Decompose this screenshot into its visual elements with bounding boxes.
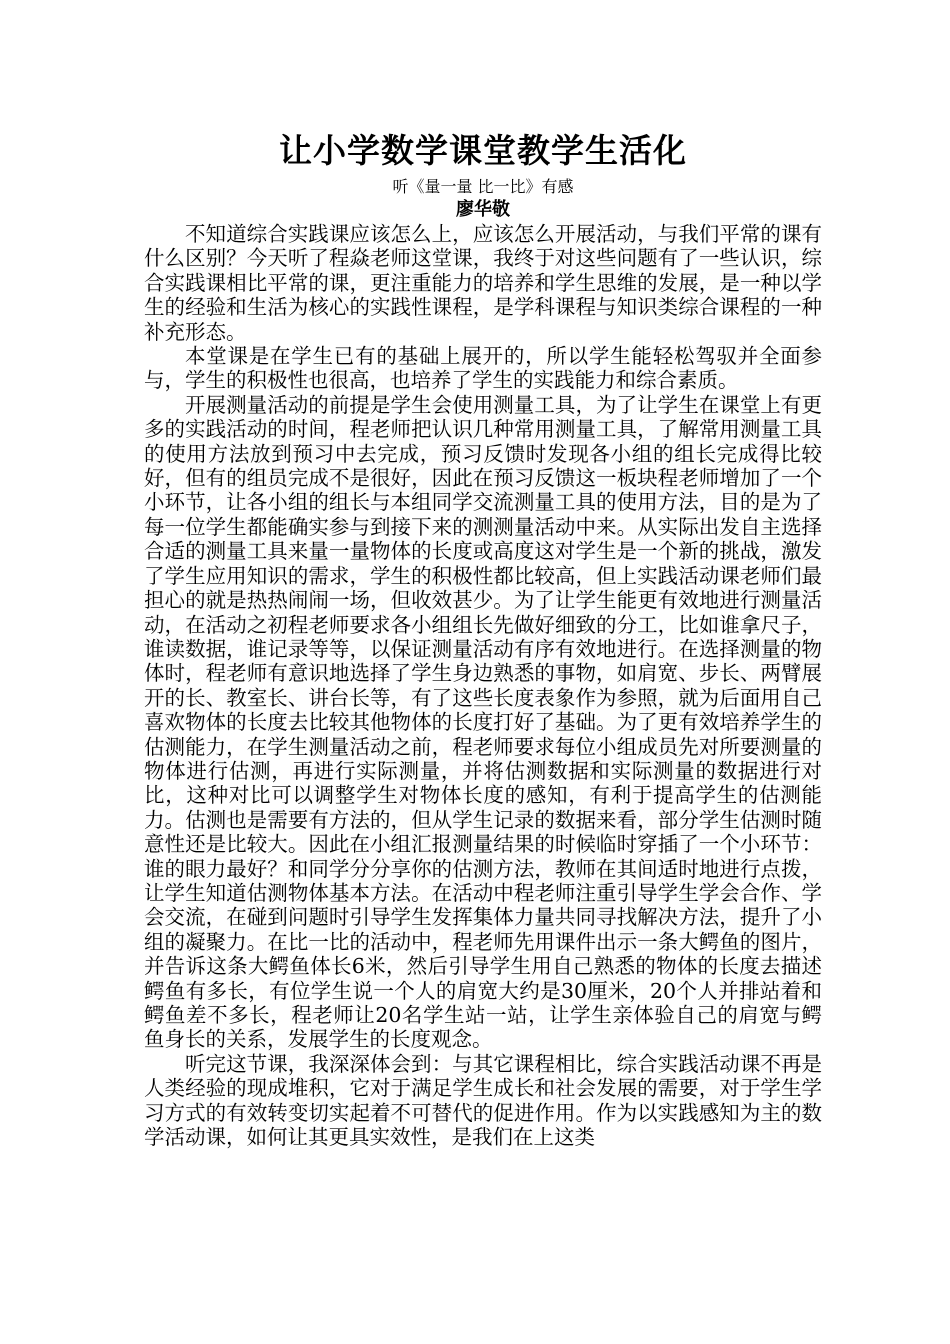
paragraph-2: 本堂课是在学生已有的基础上展开的，所以学生能轻松驾驭并全面参与，学生的积极性也很高，也培养了学生的实践能力和综合素质。 — [144, 344, 822, 393]
paragraph-4: 听完这节课，我深深体会到：与其它课程相比，综合实践活动课不再是人类经验的现成堆积，它对于满足学生成长和社会发展的需要，对于学生学习方式的有效转变切实起着不可替代的促进作用。作为以实践感知为主的数学活动课，如何让其更具实效性，是我们在上这类 — [144, 1051, 822, 1150]
document-page — [144, 128, 822, 1149]
paragraph-1: 不知道综合实践课应该怎么上，应该怎么开展活动，与我们平常的课有什么区别？今天听了程焱老师这堂课，我终于对这些问题有了一些认识，综合实践课相比平常的课，更注重能力的培养和学生思维的发展，是一种以学生的经验和生活为核心的实践性课程，是学科课程与知识类综合课程的一种补充形态。 — [144, 222, 822, 344]
paragraph-3: 开展测量活动的前提是学生会使用测量工具，为了让学生在课堂上有更多的实践活动的时间，程老师把认识几种常用测量工具，了解常用测量工具的使用方法放到预习中去完成，预习反馈时发现各小组的组长完成得比较好，但有的组员完成不是很好，因此在预习反馈这一板块程老师增加了一个小环节，让各小组的组长与本组同学交流测量工具的使用方法，目的是为了每一位学生都能确实参与到接下来的测测量活动中来。从实际出发自主选择合适的测量工具来量一量物体的长度或高度这对学生是一个新的挑战，激发了学生应用知识的需求，学生的积极性都比较高，但上实践活动课老师们最担心的就是热热闹闹一场，但收效甚少。为了让学生能更有效地进行测量活动，在活动之初程老师要求各小组组长先做好细致的分工，比如谁拿尺子，谁读数据，谁记录等等，以保证测量活动有序有效地进行。在选择测量的物体时，程老师有意识地选择了学生身边熟悉的事物，如肩宽、步长、两臂展开的长、教室长、讲台长等，有了这些长度表象作为参照，就为后面用自己喜欢物体的长度去比较其他物体的长度打好了基础。为了更有效培养学生的估测能力，在学生测量活动之前，程老师要求每位小组成员先对所要测量的物体进行估测，再进行实际测量，并将估测数据和实际测量的数据进行对比，这种对比可以调整学生对物体长度的感知，有利于提高学生的估测能力。估测也是需要有方法的，但从学生记录的数据来看，部分学生估测时随意性还是比较大。因此在小组汇报测量结果的时候临时穿插了一个小环节：谁的眼力最好？和同学分分享你的估测方法，教师在其间适时地进行点拨，让学生知道估测物体基本方法。在活动中程老师注重引导学生学会合作、学会交流，在碰到问题时引导学生发挥集体力量共同寻找解决方法，提升了小组的凝聚力。在比一比的活动中，程老师先用课件出示一条大鳄鱼的图片，并告诉这条大鳄鱼体长6米，然后引导学生用自己熟悉的物体的长度去描述鳄鱼有多长，有位学生说一个人的肩宽大约是30厘米，20个人并排站着和鳄鱼差不多长，程老师让20名学生站一站，让学生亲体验自己的肩宽与鳄鱼身长的关系，发展学生的长度观念。 — [144, 392, 822, 1052]
document-title: 让小学数学课堂教学生活化 — [279, 131, 687, 170]
document-subtitle: 听《量一量 比一比》有感 — [392, 177, 574, 196]
author-name: 廖华敬 — [456, 199, 510, 220]
